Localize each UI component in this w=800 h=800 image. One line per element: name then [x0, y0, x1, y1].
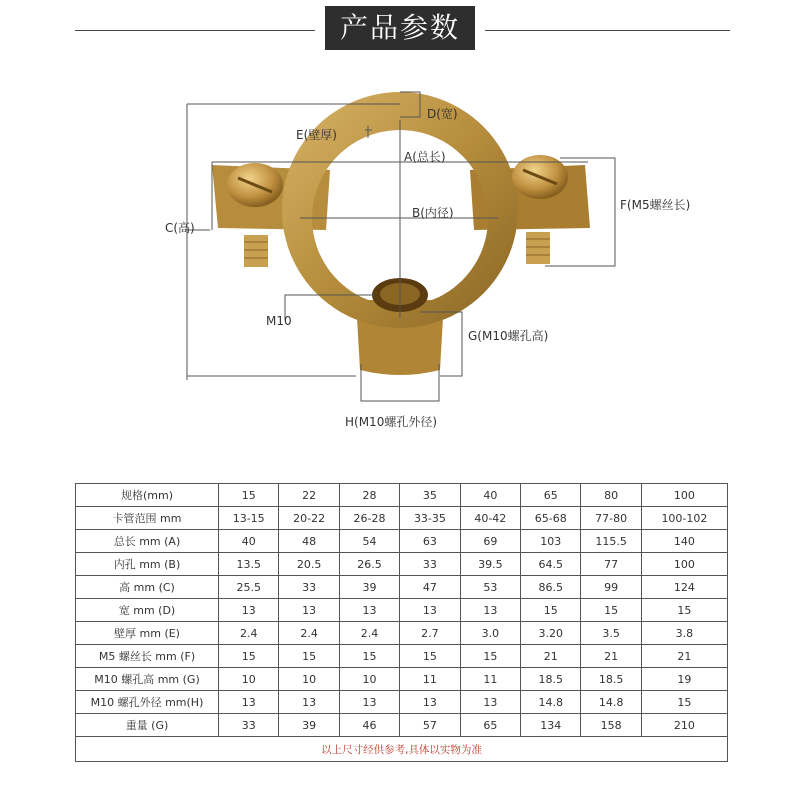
table-cell: 33 — [219, 714, 279, 737]
table-cell: 15 — [400, 645, 460, 668]
table-cell: 2.4 — [279, 622, 339, 645]
table-row-label: 卡管范围 mm — [76, 507, 219, 530]
table-cell: 21 — [641, 645, 727, 668]
table-cell: 13 — [219, 691, 279, 714]
table-cell: 26-28 — [339, 507, 399, 530]
table-row-label: 高 mm (C) — [76, 576, 219, 599]
table-cell: 15 — [460, 645, 520, 668]
table-cell: 77-80 — [581, 507, 641, 530]
dim-label-e: E(壁厚) — [296, 128, 337, 142]
table-cell: 15 — [641, 599, 727, 622]
table-cell: 13.5 — [219, 553, 279, 576]
table-row-label: 重量 (G) — [76, 714, 219, 737]
title-rule-right — [485, 30, 730, 31]
table-header-cell: 15 — [219, 484, 279, 507]
table-cell: 11 — [400, 668, 460, 691]
table-cell: 13-15 — [219, 507, 279, 530]
table-cell: 19 — [641, 668, 727, 691]
title-rule-left — [75, 30, 315, 31]
table-cell: 210 — [641, 714, 727, 737]
table-cell: 18.5 — [521, 668, 581, 691]
table-row — [76, 599, 728, 622]
table-cell: 10 — [279, 668, 339, 691]
table-row-label: 宽 mm (D) — [76, 599, 219, 622]
dim-label-d: D(宽) — [427, 107, 458, 121]
table-cell: 63 — [400, 530, 460, 553]
table-cell: 15 — [581, 599, 641, 622]
dim-label-b: B(内径) — [412, 206, 454, 220]
table-header-cell: 28 — [339, 484, 399, 507]
dim-label-g: G(M10螺孔高) — [468, 329, 549, 343]
table-cell: 54 — [339, 530, 399, 553]
table-cell: 20.5 — [279, 553, 339, 576]
table-header-cell: 规格(mm) — [76, 484, 219, 507]
table-cell: 140 — [641, 530, 727, 553]
table-row — [76, 645, 728, 668]
table-cell: 99 — [581, 576, 641, 599]
table-cell: 48 — [279, 530, 339, 553]
table-cell: 13 — [339, 691, 399, 714]
table-header-cell: 40 — [460, 484, 520, 507]
table-cell: 2.7 — [400, 622, 460, 645]
table-cell: 33 — [400, 553, 460, 576]
table-cell: 65-68 — [521, 507, 581, 530]
table-cell: 21 — [581, 645, 641, 668]
table-row — [76, 553, 728, 576]
table-row — [76, 576, 728, 599]
table-cell: 25.5 — [219, 576, 279, 599]
table-cell: 86.5 — [521, 576, 581, 599]
table-cell: 13 — [339, 599, 399, 622]
table-cell: 64.5 — [521, 553, 581, 576]
table-note: 以上尺寸经供参考,具体以实物为准 — [76, 737, 728, 762]
table-header-cell: 100 — [641, 484, 727, 507]
table-cell: 13 — [219, 599, 279, 622]
table-row-label: M10 螺孔外径 mm(H) — [76, 691, 219, 714]
table-cell: 124 — [641, 576, 727, 599]
table-cell: 39 — [339, 576, 399, 599]
table-cell: 20-22 — [279, 507, 339, 530]
table-cell: 13 — [400, 691, 460, 714]
table-cell: 33 — [279, 576, 339, 599]
table-cell: 13 — [279, 599, 339, 622]
table-header-row — [76, 484, 728, 507]
table-cell: 14.8 — [521, 691, 581, 714]
table-cell: 2.4 — [339, 622, 399, 645]
table-row — [76, 530, 728, 553]
table-cell: 3.0 — [460, 622, 520, 645]
table-cell: 15 — [219, 645, 279, 668]
table-cell: 15 — [279, 645, 339, 668]
dim-label-c: C(高) — [165, 221, 195, 235]
table-cell: 65 — [460, 714, 520, 737]
table-cell: 13 — [460, 599, 520, 622]
table-cell: 13 — [400, 599, 460, 622]
table-cell: 2.4 — [219, 622, 279, 645]
table-row-label: 壁厚 mm (E) — [76, 622, 219, 645]
table-cell: 46 — [339, 714, 399, 737]
dim-label-m10: M10 — [266, 314, 292, 328]
table-note-row — [76, 737, 728, 762]
table-cell: 26.5 — [339, 553, 399, 576]
dim-label-a: A(总长) — [404, 150, 446, 164]
dim-label-f: F(M5螺丝长) — [620, 198, 691, 212]
table-cell: 134 — [521, 714, 581, 737]
table-header-cell: 80 — [581, 484, 641, 507]
table-cell: 77 — [581, 553, 641, 576]
table-cell: 53 — [460, 576, 520, 599]
table-header-cell: 65 — [521, 484, 581, 507]
table-cell: 47 — [400, 576, 460, 599]
table-row-label: M10 螺孔高 mm (G) — [76, 668, 219, 691]
table-cell: 10 — [219, 668, 279, 691]
table-cell: 103 — [521, 530, 581, 553]
table-cell: 40 — [219, 530, 279, 553]
page-title: 产品参数 — [325, 6, 475, 50]
table-cell: 15 — [641, 691, 727, 714]
table-cell: 3.8 — [641, 622, 727, 645]
table-cell: 15 — [521, 599, 581, 622]
table-row-label: 内孔 mm (B) — [76, 553, 219, 576]
table-cell: 18.5 — [581, 668, 641, 691]
table-cell: 13 — [279, 691, 339, 714]
table-cell: 115.5 — [581, 530, 641, 553]
product-dimension-diagram — [0, 70, 800, 450]
table-cell: 21 — [521, 645, 581, 668]
table-row — [76, 507, 728, 530]
table-cell: 10 — [339, 668, 399, 691]
table-header-cell: 22 — [279, 484, 339, 507]
table-row — [76, 714, 728, 737]
table-cell: 14.8 — [581, 691, 641, 714]
table-cell: 100-102 — [641, 507, 727, 530]
table-cell: 100 — [641, 553, 727, 576]
table-cell: 3.20 — [521, 622, 581, 645]
dim-label-h: H(M10螺孔外径) — [345, 415, 438, 429]
table-cell: 11 — [460, 668, 520, 691]
table-cell: 69 — [460, 530, 520, 553]
table-cell: 33-35 — [400, 507, 460, 530]
table-cell: 39 — [279, 714, 339, 737]
table-cell: 40-42 — [460, 507, 520, 530]
table-row — [76, 691, 728, 714]
table-cell: 39.5 — [460, 553, 520, 576]
table-cell: 15 — [339, 645, 399, 668]
table-cell: 13 — [460, 691, 520, 714]
table-cell: 3.5 — [581, 622, 641, 645]
table-row-label: M5 螺丝长 mm (F) — [76, 645, 219, 668]
spec-table — [75, 483, 728, 762]
table-row — [76, 668, 728, 691]
table-cell: 57 — [400, 714, 460, 737]
spec-table-body — [76, 507, 728, 737]
table-cell: 158 — [581, 714, 641, 737]
table-header-cell: 35 — [400, 484, 460, 507]
table-row-label: 总长 mm (A) — [76, 530, 219, 553]
table-row — [76, 622, 728, 645]
